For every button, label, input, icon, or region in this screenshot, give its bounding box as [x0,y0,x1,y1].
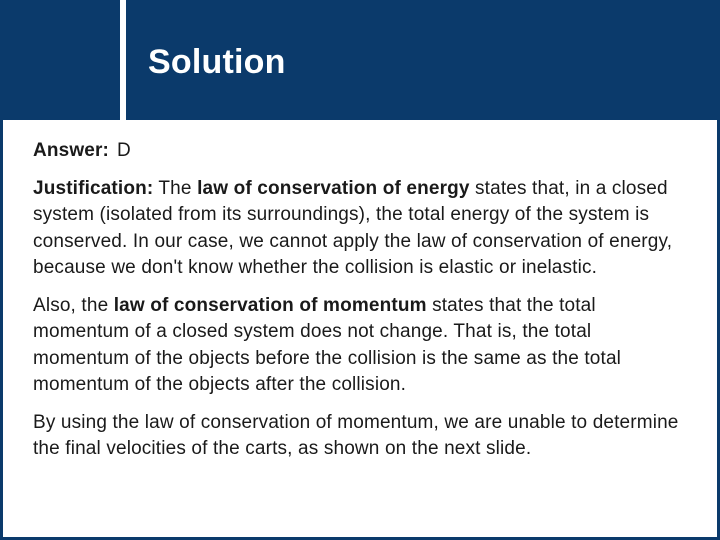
justification-paragraph [33,176,688,282]
left-border [0,120,3,540]
title-bar-divider [120,0,126,120]
justification-label: Justification: [33,177,154,199]
conclusion-paragraph: By using the law of conservation of momentum, we are unable to determine the final velocities of the carts, as shown on the next slide. [33,411,679,459]
justification-text: states that, in a closed system (isolated from its surroundings), the total energy of the system is conserved. In our case, we cannot apply the law of conservation of energy, because we don't know whether the collision is elastic or inelastic. [33,177,673,278]
momentum-text: states that the total momentum of a closed system does not change. That is, the total momentum of the objects before the collision is the same as the total momentum of the objects after the collision. [33,294,622,395]
momentum-paragraph [33,293,688,399]
momentum-intro: Also, the [33,294,114,316]
slide-title: Solution [148,43,286,81]
energy-law-term: law of conservation of energy [197,177,470,199]
slide-body [33,138,688,474]
momentum-law-term: law of conservation of momentum [113,294,427,316]
title-bar [0,0,720,120]
justification-intro: The [153,177,198,199]
answer-line [33,138,688,165]
answer-label: Answer: [33,140,110,161]
answer-value: D [117,140,131,161]
